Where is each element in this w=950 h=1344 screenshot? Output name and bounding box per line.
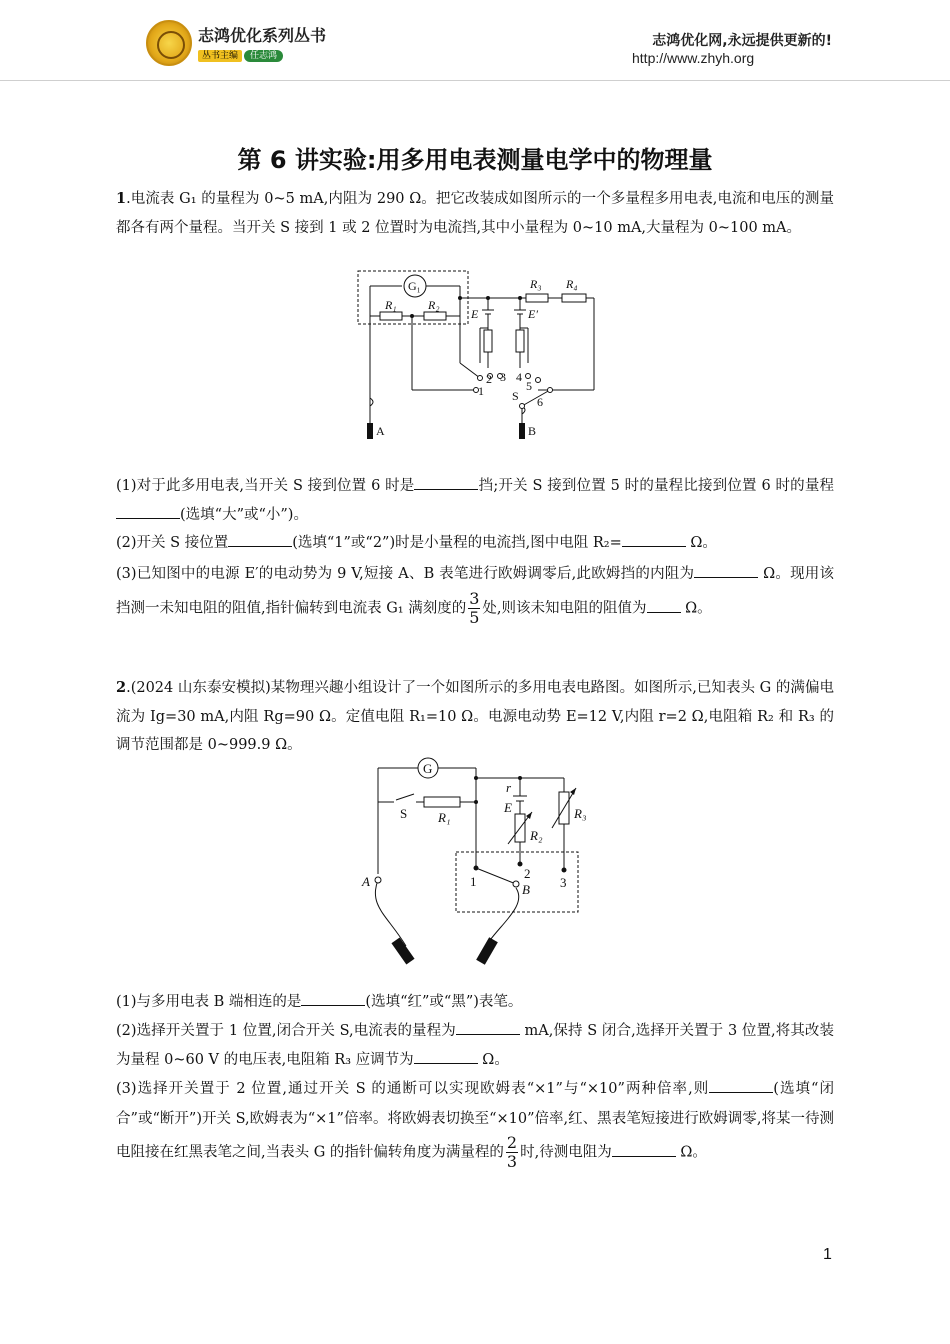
q2-fraction: $\frac{2}{3}$ [506, 1133, 518, 1171]
q2-blank-3[interactable] [414, 1047, 478, 1064]
q2-label-g: G [423, 761, 433, 776]
q2-label-r: r [506, 780, 512, 795]
q1-blank-1[interactable] [414, 473, 478, 490]
q1-label-r3: R₃ [530, 277, 542, 291]
header-url[interactable]: http://www.zhyh.org [632, 50, 755, 66]
q1-label-r4: R₄ [566, 277, 578, 291]
editor-label: 丛书主编 [198, 50, 242, 62]
q1-label-b: B [528, 424, 537, 438]
q1-blank-2[interactable] [116, 502, 180, 519]
q2-sub3: (3)选择开关置于 2 位置,通过开关 S 的通断可以实现欧姆表“×1”与“×10”两种倍率,则 (选填“闭合”或“断开”)开关 S,欧姆表为“×1”倍率。将欧姆表切换至“×10”倍率,红、黑表笔短接进行欧姆调零,将某一待测电阻接在红黑表笔之间,当表头 G 的指针偏转角度为满量程的 $\frac{2}{3}$ 时,待测电阻为 Ω。 [116, 1074, 834, 1171]
q2-number: 2 [116, 679, 127, 696]
q2-sub2: (2)选择开关置于 1 位置,闭合开关 S,电流表的量程为 mA,保持 S 闭合,选择开关置于 3 位置,将其改装为量程 0~60 V 的电压表,电阻箱 R₃ 应调节为 Ω。 [116, 1017, 834, 1074]
q1-stem: 1.电流表 G₁ 的量程为 0~5 mA,内阻为 290 Ω。把它改装成如图所示的一个多量程多用电表,电流和电压的测量都各有两个量程。当开关 S 接到 1 或 2 位置时为电流挡,其中小量程为 0~10 mA,大量程为 0~100 mA。 [116, 190, 834, 236]
series-title: 志鸿优化系列丛书 [198, 26, 327, 45]
q1-label-p1: 1 [478, 384, 484, 398]
q2-blank-1[interactable] [301, 989, 365, 1006]
q2-blank-2[interactable] [456, 1018, 520, 1035]
q1-circuit-diagram [350, 268, 610, 448]
q2-label-p1: 1 [470, 874, 477, 889]
q1-sub1: (1)对于此多用电表,当开关 S 接到位置 6 时是 挡;开关 S 接到位置 5 时的量程比接到位置 6 时的量程(选填“大”或“小”)。 [116, 472, 834, 529]
q1-sub2: (2)开关 S 接位置 (选填“1”或“2”)时是小量程的电流挡,图中电阻 R₂= Ω。 [116, 529, 834, 558]
q1-label-r2: R₂ [428, 298, 440, 312]
q2-stem: 2.(2024 山东泰安模拟)某物理兴趣小组设计了一个如图所示的多用电表电路图。如图所示,已知表头 G 的满偏电流为 Ig=30 mA,内阻 Rg=90 Ω。定值电阻 R₁=10 Ω。电源电动势 E=12 V,内阻 r=2 Ω,电阻箱 R₂ 和 R₃ 的调节范围都是 0~999.9 Ω。 [116, 679, 834, 753]
q2-label-r3: R₃ [574, 806, 587, 821]
q2-sub1: (1)与多用电表 B 端相连的是 (选填“红”或“黑”)表笔。 [116, 988, 834, 1017]
publisher-logo [146, 20, 192, 66]
q2-label-p3: 3 [560, 875, 567, 890]
page-header [0, 0, 950, 80]
q1-label-a: A [376, 424, 385, 438]
q1-blank-5[interactable] [694, 561, 758, 578]
page-title: 第 6 讲实验:用多用电表测量电学中的物理量 [237, 146, 713, 174]
q1-label-p5: 5 [526, 379, 532, 393]
q1-label-e: E [471, 307, 479, 321]
q1-label-p4: 4 [516, 370, 522, 384]
q2-label-p2: 2 [524, 866, 531, 881]
q1-fraction: $\frac{3}{5}$ [469, 589, 480, 627]
q1-label-p6: 6 [537, 395, 543, 409]
q2-label-e: E [504, 800, 512, 815]
q2-label-r2: R₂ [530, 828, 543, 843]
q1-label-p2: 2 [486, 372, 492, 386]
page-number: 1 [823, 1246, 832, 1263]
q2-blank-5[interactable] [612, 1140, 676, 1157]
editor-line [198, 48, 283, 61]
q1-label-g1: G₁ [408, 279, 421, 293]
q2-blank-4[interactable] [709, 1076, 773, 1093]
q2-circuit-diagram [358, 756, 608, 968]
q1-blank-6[interactable] [647, 596, 681, 613]
q1-label-r1: R₁ [385, 298, 397, 312]
q2-label-r1: R₁ [438, 810, 451, 825]
q1-sub3: (3)已知图中的电源 E′的电动势为 9 V,短接 A、B 表笔进行欧姆调零后,此欧姆挡的内阻为 Ω。现用该挡测一未知电阻的阻值,指针偏转到电流表 G₁ 满刻度的 $\frac{3}{5}$ 处,则该未知电阻的阻值为 Ω。 [116, 558, 834, 627]
q1-label-e2: E′ [528, 307, 538, 321]
q1-blank-4[interactable] [622, 530, 686, 547]
q2-label-a: A [362, 874, 370, 889]
editor-name: 任志鸿 [244, 50, 283, 62]
q2-label-s: S [400, 806, 408, 821]
header-slogan: 志鸿优化网,永远提供更新的! [652, 33, 832, 49]
q1-number: 1 [116, 190, 127, 207]
q1-blank-3[interactable] [228, 530, 292, 547]
q2-label-b: B [522, 882, 530, 897]
q1-label-s: S [512, 389, 519, 403]
header-divider [0, 80, 950, 81]
q1-label-p3: 3 [500, 370, 506, 384]
